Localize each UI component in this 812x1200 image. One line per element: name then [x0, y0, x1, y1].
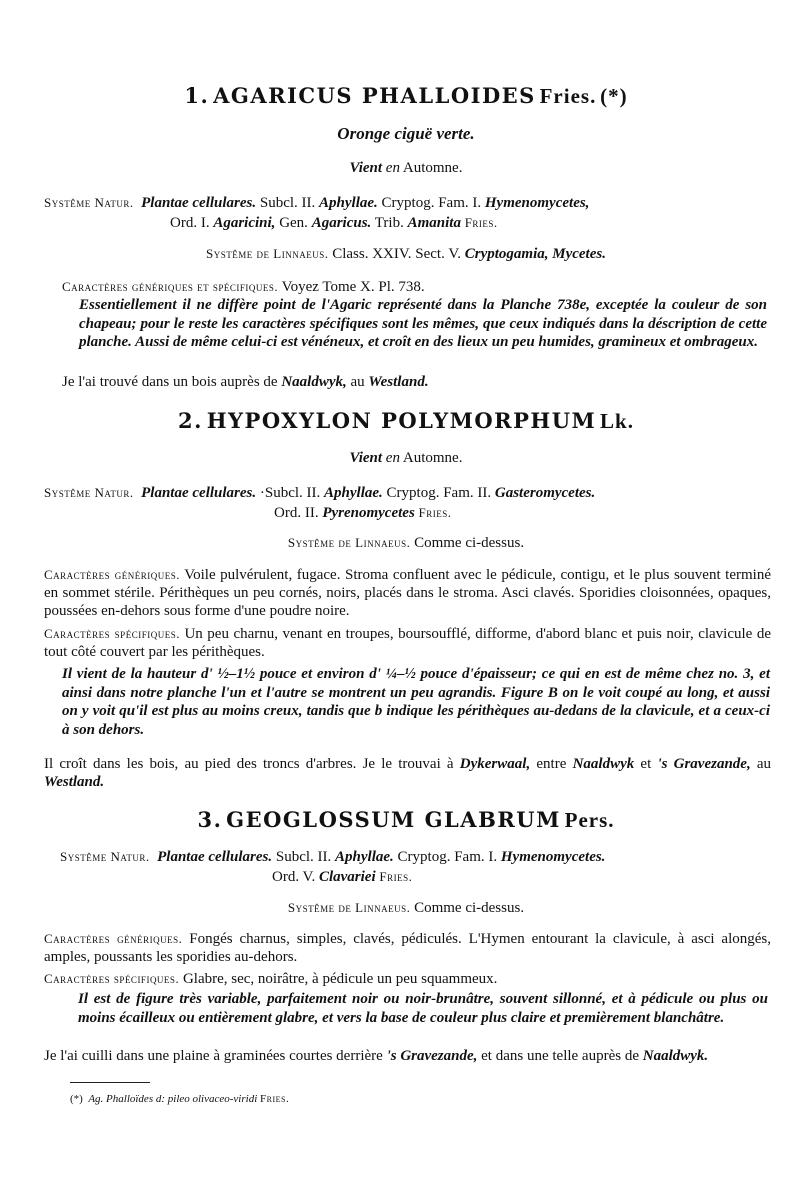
section-1-linnaeus — [0, 244, 812, 264]
season-mid: en — [385, 450, 400, 466]
linnaeus-text: Comme ci-dessus. — [414, 535, 525, 551]
sn-order-name: Agaricini, — [213, 215, 276, 231]
sn-order-name: Pyrenomycetes — [322, 505, 415, 521]
sn-aphyllae: Aphyllae. — [324, 485, 383, 501]
section-2-linnaeus — [0, 533, 812, 553]
sn-trib: Trib. — [374, 215, 404, 231]
location-region: Westland. — [368, 374, 429, 390]
sn-subcl: Subcl. II. — [259, 195, 316, 211]
sn-tribe: Amanita — [407, 215, 461, 231]
location-text: Je l'ai cuilli dans une plaine à graminées courtes derrière — [44, 1048, 383, 1064]
location-entre: entre — [536, 756, 567, 772]
systeme-natur-label: Systême Natur. — [44, 485, 134, 500]
season-prefix: Vient — [349, 160, 383, 176]
section-1-systeme-natur — [44, 193, 774, 233]
sn-ord: Ord. II. — [274, 505, 319, 521]
location-text-2: et dans une telle auprès de — [481, 1048, 639, 1064]
section-2-generiques — [44, 566, 771, 620]
sn-aphyllae: Aphyllae. — [335, 849, 394, 865]
location-au: au — [756, 756, 772, 772]
section-2-title — [0, 408, 812, 434]
section-3-generiques — [44, 930, 771, 966]
section-3-description: Il est de figure très variable, parfaitement noir ou noir-brunâtre, souvent sillonné, et à pédicule ou plus ou moins écailleux ou entièrement glabre, et vers la base de couleur plus claire et premièrement blanchâtre. — [78, 991, 768, 1026]
generiques-text: Voile pulvérulent, fugace. Stroma confluent avec le pédicule, contigu, et le plus souvent terminé en sommet stérile. Périthèques un peu cornés, noirs, placés dans le stroma. Asci clavés. Sporidies cloisonnées, opaques, poussées en-dehors sous forme d'une poudre noire. — [44, 567, 771, 619]
section-1-season — [0, 159, 812, 178]
location-place-1: Naaldwyk — [572, 756, 635, 772]
season-prefix: Vient — [349, 450, 383, 466]
section-2-genus: HYPOXYLON POLYMORPHUM — [206, 408, 597, 433]
section-1-common-name: Oronge ciguë verte. — [337, 124, 475, 143]
sn-ord: Ord. V. — [272, 869, 316, 885]
specifiques-text: Glabre, sec, noirâtre, à pédicule un peu squammeux. — [182, 971, 498, 987]
sn-authority: Fries. — [464, 215, 498, 230]
sn-aphyllae: Aphyllae. — [319, 195, 378, 211]
section-1-number: 1. — [184, 83, 210, 108]
caracteres-text: Voyez Tome X. Pl. 738. — [281, 279, 425, 295]
section-1-title — [0, 83, 812, 109]
linnaeus-text: Comme ci-dessus. — [414, 900, 525, 916]
location-place: Naaldwyk, — [281, 374, 347, 390]
sn-order-name: Clavariei — [318, 869, 376, 885]
section-2-season — [0, 449, 812, 468]
season-mid: en — [385, 160, 400, 176]
generiques-label: Caractères génériques. — [44, 931, 183, 946]
section-2-description: Il vient de la hauteur d' ½–1½ pouce et environ d' ¼–½ pouce d'épaisseur; ce qui en est de même chez no. 3, et ainsi dans notre planche l'un et l'autre se montrent un peu agrandis. Figure B on le voit coupé au long, et aussi on y voit qu'il est plus au moins creux, tandis que b indique les périthèques au-dedans de la clavicule, et a ceux-ci à son dehors. — [62, 666, 770, 738]
linnaeus-class: Class. XXIV. Sect. V. — [332, 246, 461, 262]
generiques-label: Caractères génériques. — [44, 567, 180, 582]
section-2-number: 2. — [178, 408, 203, 433]
location-place-2: 's Gravezande, — [657, 756, 751, 772]
sn-subcl: ·Subcl. II. — [259, 485, 321, 501]
location-au: au — [350, 374, 365, 390]
section-1-caracteres — [62, 277, 772, 297]
footnote-rule — [70, 1082, 150, 1083]
location-region: Westland. — [44, 774, 105, 790]
sn-authority: Fries. — [418, 505, 452, 520]
section-3-systeme-natur — [44, 847, 774, 887]
sn-subcl: Subcl. II. — [275, 849, 332, 865]
linnaeus-label: Systême de Linnaeus. — [287, 900, 411, 915]
section-3-location — [44, 1047, 771, 1065]
location-place-2: Naaldwyk. — [642, 1048, 709, 1064]
linnaeus-group: Cryptogamia, Mycetes. — [464, 246, 606, 262]
section-3-specifiques — [44, 969, 771, 989]
section-2-author: Lk. — [600, 409, 634, 433]
linnaeus-label: Systême de Linnaeus. — [206, 246, 329, 261]
specifiques-text: Un peu charnu, venant en troupes, boursoufflé, difforme, d'abord blanc et puis noir, clavicule de tout côté couvert par les périthèques. — [44, 626, 771, 660]
sn-class: Hymenomycetes. — [500, 849, 606, 865]
section-1-description: Essentiellement il ne diffère point de l'Agaric représenté dans la Planche 738e, exceptée la couleur de son chapeau; pour le reste les caractères spécifiques sont les mêmes, que ceux indiqués dans la déscription de cette planche. Aussi de même celui-ci est vénéneux, et croît en des lieux un peu humides, gramineux et ombrageux. — [79, 297, 767, 350]
sn-cryptog: Cryptog. Fam. I. — [397, 849, 498, 865]
caracteres-label: Caractères génériques et spécifiques. — [62, 279, 279, 294]
section-3-linnaeus — [0, 898, 812, 918]
section-1-genus: AGARICUS PHALLOIDES — [213, 83, 536, 108]
sn-class: Gasteromycetes. — [494, 485, 596, 501]
linnaeus-label: Systême de Linnaeus. — [287, 535, 411, 550]
sn-cryptog: Cryptog. Fam. I. — [381, 195, 482, 211]
sn-authority: Fries. — [379, 869, 413, 884]
sn-plantae: Plantae cellulares. — [157, 849, 273, 865]
location-place-1: 's Gravezande, — [386, 1048, 478, 1064]
systeme-natur-label: Systême Natur. — [60, 849, 150, 864]
footnote-mark: (*) — [70, 1093, 83, 1105]
generiques-text: Fongés charnus, simples, clavés, pédiculés. L'Hymen entourant la clavicule, à asci alongés, amples, poussants les sporidies au-dehors. — [44, 931, 771, 965]
sn-class: Hymenomycetes, — [484, 195, 590, 211]
season-time: Automne. — [402, 160, 463, 176]
section-3-title — [0, 807, 812, 833]
footnote — [70, 1090, 670, 1109]
sn-plantae: Plantae cellulares. — [141, 195, 257, 211]
location-et: et — [640, 756, 652, 772]
sn-plantae: Plantae cellulares. — [141, 485, 257, 501]
footnote-author: Fries. — [260, 1093, 290, 1105]
specifiques-label: Caractères spécifiques. — [44, 626, 180, 641]
season-time: Automne. — [402, 450, 463, 466]
sn-ord: Ord. I. — [170, 215, 210, 231]
location-text: Je l'ai trouvé dans un bois auprès de — [62, 374, 278, 390]
section-1-author: Fries. — [539, 84, 597, 108]
section-3-genus: GEOGLOSSUM GLABRUM — [226, 807, 561, 832]
sn-genus: Agaricus. — [311, 215, 372, 231]
section-2-specifiques — [44, 625, 771, 661]
systeme-natur-label: Systême Natur. — [44, 195, 134, 210]
section-3-number: 3. — [197, 807, 223, 832]
section-3-author: Pers. — [564, 808, 615, 832]
section-2-systeme-natur — [44, 483, 774, 523]
location-estate: Dykerwaal, — [459, 756, 531, 772]
sn-cryptog: Cryptog. Fam. II. — [386, 485, 492, 501]
section-1-note-mark: (*) — [600, 84, 628, 108]
footnote-text: Ag. Phalloïdes d: pileo olivaceo-viridi — [88, 1093, 258, 1105]
specifiques-label: Caractères spécifiques. — [44, 971, 180, 986]
location-text: Il croît dans les bois, au pied des troncs d'arbres. Je le trouvai à — [44, 756, 454, 772]
section-1-location — [62, 373, 772, 392]
sn-gen: Gen. — [279, 215, 308, 231]
section-2-location — [44, 755, 771, 791]
